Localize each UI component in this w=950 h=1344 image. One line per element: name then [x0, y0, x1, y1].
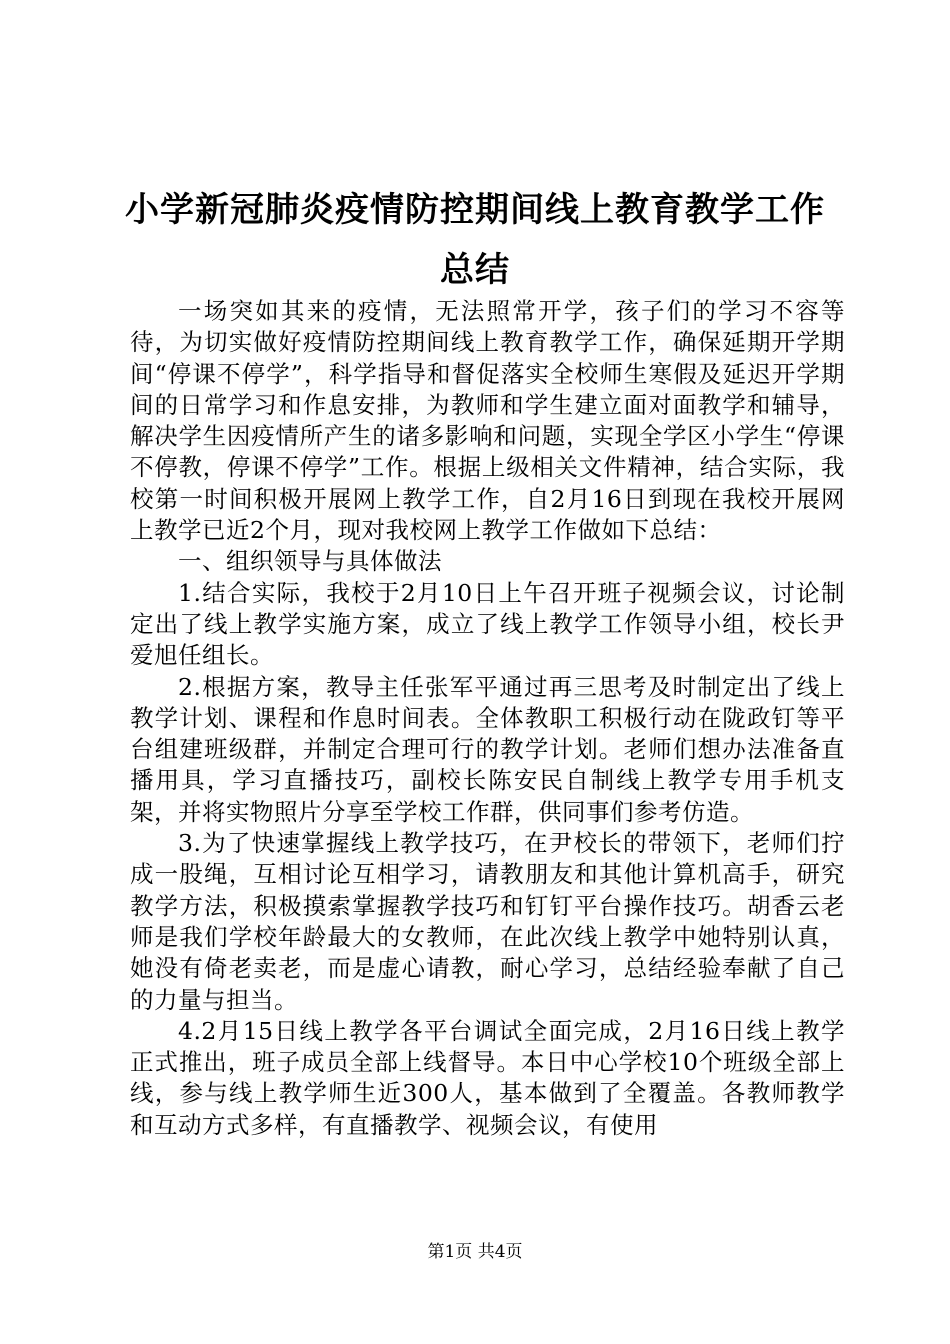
page-number-footer: 第1页 共4页: [427, 1242, 523, 1262]
paragraph-intro: 一场突如其来的疫情，无法照常开学，孩子们的学习不容等待，为切实做好疫情防控期间线上教育教学工作，确保延期开学期间“停课不停学”，科学指导和督促落实全校师生寒假及延迟开学期间的日常学习和作息安排，为教师和学生建立面对面教学和辅导，解决学生因疫情所产生的诸多影响和问题，实现全学区小学生“停课不停教，停课不停学”工作。根据上级相关文件精神，结合实际，我校第一时间积极开展网上教学工作，自2月16日到现在我校开展网上教学已近2个月，现对我校网上教学工作做如下总结：: [130, 297, 845, 545]
paragraph-item-1: 1.结合实际，我校于2月10日上午召开班子视频会议，讨论制定出了线上教学实施方案，成立了线上教学工作领导小组，校长尹爱旭任组长。: [130, 578, 845, 670]
document-title-line-1: 小学新冠肺炎疫情防控期间线上教育教学工作: [125, 190, 825, 230]
paragraph-item-4: 4.2月15日线上教学各平台调试全面完成，2月16日线上教学正式推出，班子成员全部上线督导。本日中心学校10个班级全部上线，参与线上教学师生近300人，基本做到了全覆盖。各教师教学和互动方式多样，有直播教学、视频会议，有使用: [130, 1016, 845, 1139]
section-heading: 一、组织领导与具体做法: [178, 547, 442, 576]
paragraph-item-2: 2.根据方案，教导主任张军平通过再三思考及时制定出了线上教学计划、课程和作息时间表。全体教职工积极行动在陇政钉等平台组建班级群，并制定合理可行的教学计划。老师们想办法准备直播用具，学习直播技巧，副校长陈安民自制线上教学专用手机支架，并将实物照片分享至学校工作群，供同事们参考仿造。: [130, 672, 845, 826]
document-title-line-2: 总结: [440, 250, 510, 290]
paragraph-item-3: 3.为了快速掌握线上教学技巧，在尹校长的带领下，老师们拧成一股绳，互相讨论互相学习，请教朋友和其他计算机高手，研究教学方法，积极摸索掌握教学技巧和钉钉平台操作技巧。胡香云老师是我们学校年龄最大的女教师，在此次线上教学中她特别认真，她没有倚老卖老，而是虚心请教，耐心学习，总结经验奉献了自己的力量与担当。: [130, 829, 845, 1014]
document-body: [130, 296, 845, 1141]
